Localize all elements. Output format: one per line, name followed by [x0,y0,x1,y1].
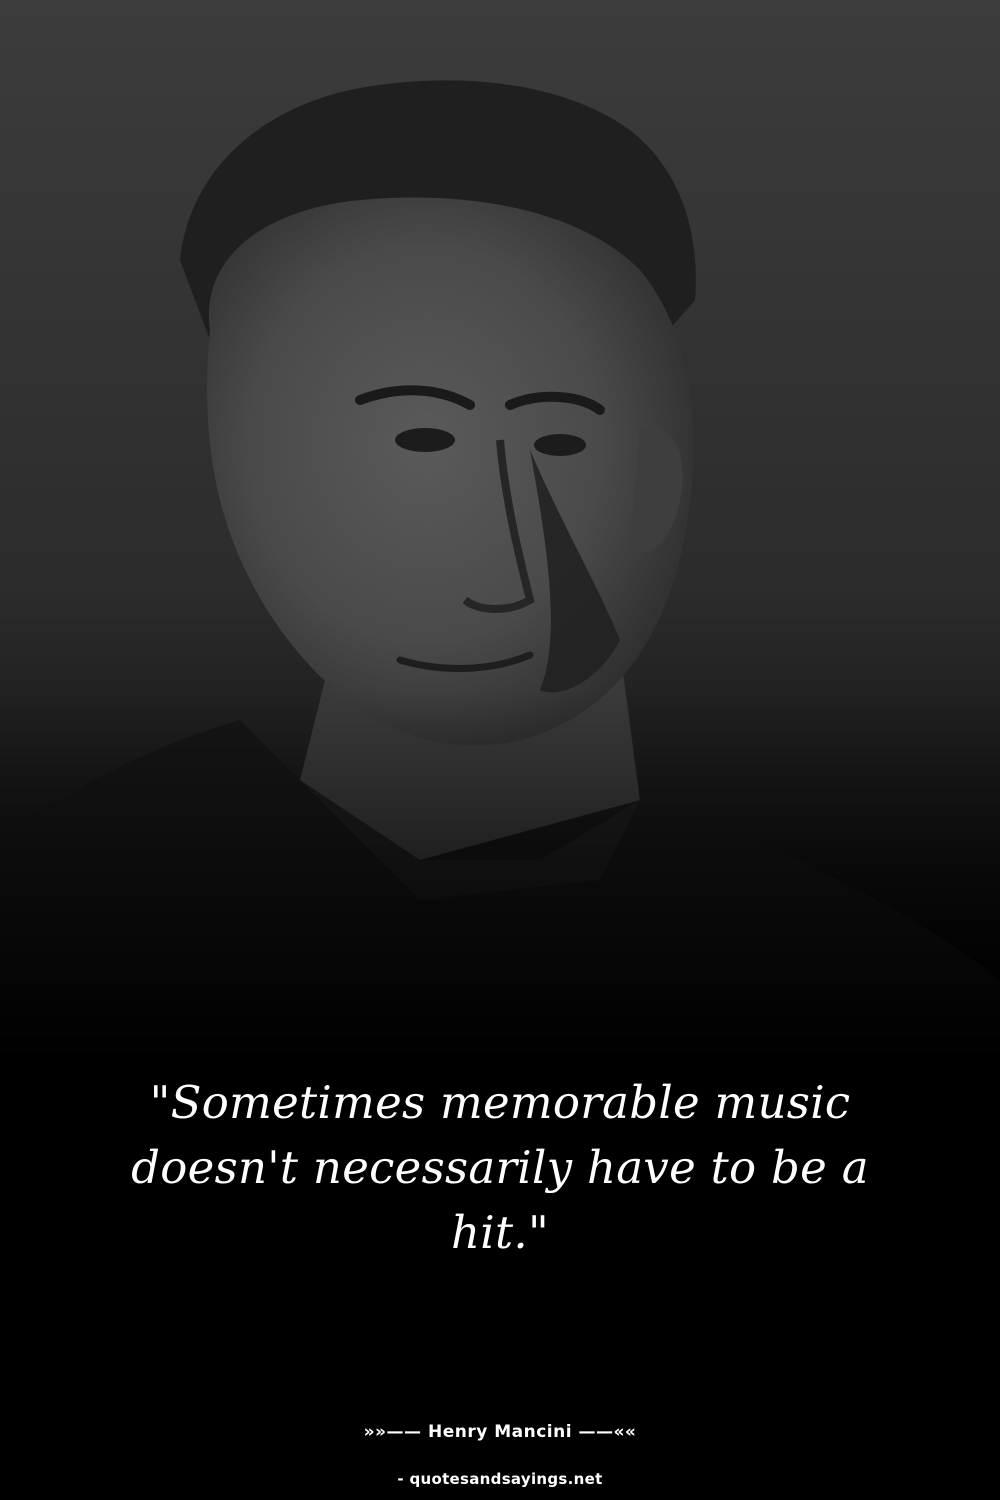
source-link[interactable]: - quotesandsayings.net [397,1470,603,1488]
author-attribution: »»—— Henry Mancini ——«« [363,1422,637,1442]
quote-text: "Sometimes memorable music doesn't necessarily have to be a hit." [131,1076,869,1259]
